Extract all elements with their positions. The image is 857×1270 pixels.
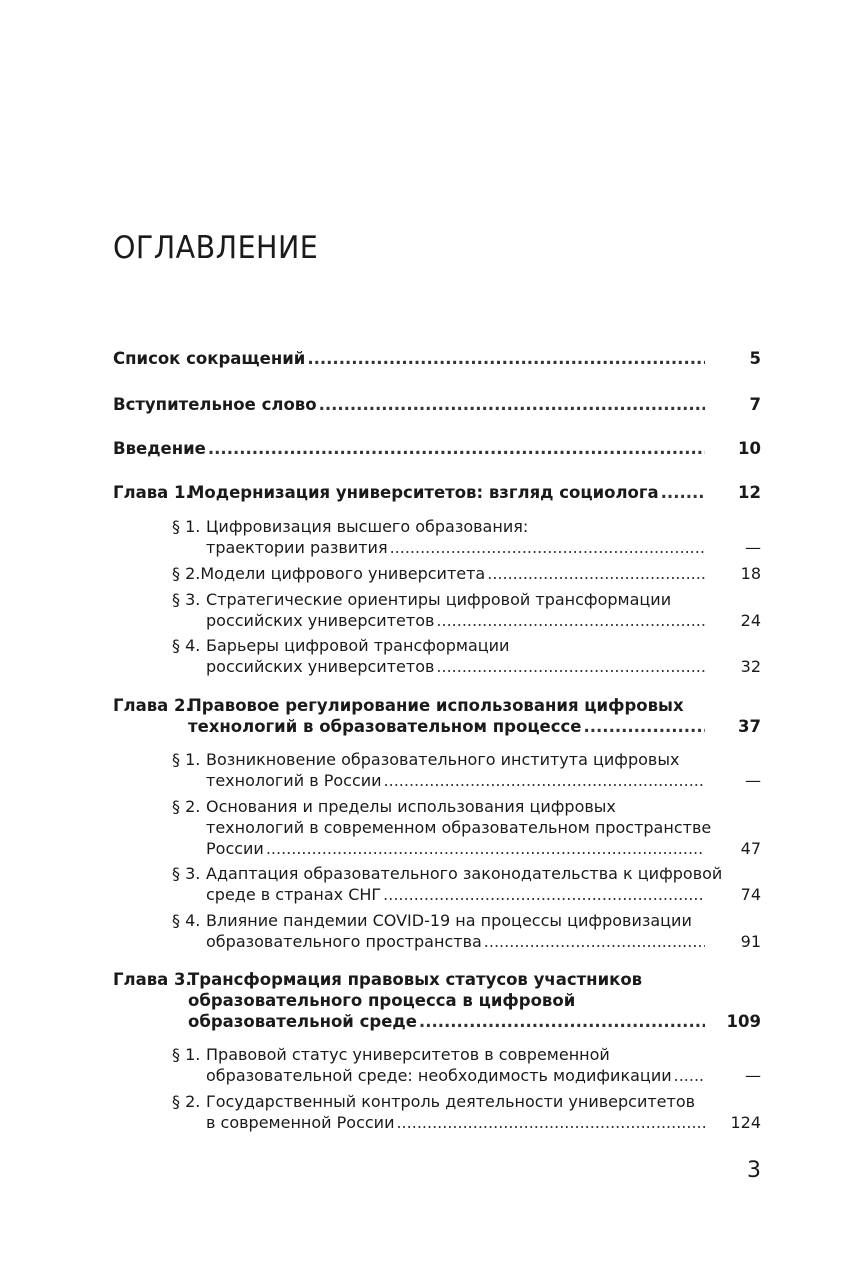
entry-title: Модели цифрового университета: [200, 564, 486, 583]
entry-page: 18: [740, 564, 761, 583]
toc-entry-ch2-s3[interactable]: [172, 863, 761, 905]
dot-leader: [390, 537, 705, 558]
dot-leader: [487, 563, 705, 584]
dot-leader: [384, 770, 705, 791]
entry-page: 109: [726, 1012, 761, 1031]
dot-leader: [661, 482, 705, 503]
entry-title-line3: России: [206, 839, 264, 858]
toc-entry-chapter-3[interactable]: [113, 969, 761, 1032]
entry-title-line2: российских университетов: [206, 657, 435, 676]
toc-entry-abbreviations[interactable]: [113, 348, 761, 369]
entry-page: —: [745, 1066, 761, 1085]
section-number: § 3.: [172, 590, 201, 609]
entry-title-line1: Правовой статус университетов в современной: [206, 1045, 610, 1064]
entry-title-line2: в современной России: [206, 1113, 395, 1132]
entry-page: 91: [740, 932, 761, 951]
page-number: 3: [747, 1158, 761, 1183]
section-number: § 2.: [172, 797, 201, 816]
entry-page: 5: [749, 349, 761, 368]
section-number: § 1.: [172, 517, 201, 536]
entry-title-line1: Правовое регулирование использования цифровых: [188, 696, 684, 715]
toc-entry-ch1-s1[interactable]: [172, 516, 761, 558]
entry-title-line2: траектории развития: [206, 538, 388, 557]
entry-title: Модернизация университетов: взгляд социолога: [188, 483, 659, 502]
entry-title-line1: Трансформация правовых статусов участников: [188, 970, 643, 989]
chapter-number: Глава 1.: [113, 483, 192, 502]
section-number: § 4.: [172, 636, 201, 655]
section-number: § 4.: [172, 911, 201, 930]
entry-title-line1: Адаптация образовательного законодательства к цифровой: [206, 864, 723, 883]
dot-leader: [484, 931, 705, 952]
toc-entry-ch1-s3[interactable]: [172, 589, 761, 631]
entry-title-line2: технологий в образовательном процессе: [188, 717, 582, 736]
dot-leader: [319, 394, 705, 415]
chapter-number: Глава 3.: [113, 970, 192, 989]
toc-entry-chapter-2[interactable]: [113, 695, 761, 737]
toc-entry-chapter-1[interactable]: [113, 482, 761, 503]
entry-page: 37: [738, 717, 761, 736]
section-number: § 2.: [172, 1092, 201, 1111]
section-number: § 2.: [172, 564, 201, 583]
entry-title: Вступительное слово: [113, 395, 317, 414]
entry-title: Введение: [113, 439, 206, 458]
entry-title: Список сокращений: [113, 349, 306, 368]
toc-entry-ch3-s1[interactable]: [172, 1044, 761, 1086]
dot-leader: [383, 884, 705, 905]
entry-page: —: [745, 771, 761, 790]
entry-title-line1: Основания и пределы использования цифровых: [206, 797, 616, 816]
entry-title-line1: Возникновение образовательного института цифровых: [206, 750, 680, 769]
entry-title-line2: среде в странах СНГ: [206, 885, 382, 904]
entry-page: 7: [749, 395, 761, 414]
entry-title-line1: Влияние пандемии COVID-19 на процессы цифровизации: [206, 911, 692, 930]
dot-leader: [436, 656, 705, 677]
dot-leader: [436, 610, 705, 631]
entry-page: 32: [740, 657, 761, 676]
entry-title-line1: Стратегические ориентиры цифровой трансформации: [206, 590, 672, 609]
entry-title-line3: образовательной среде: [188, 1012, 417, 1031]
dot-leader: [674, 1065, 705, 1086]
toc-entry-foreword[interactable]: [113, 394, 761, 415]
entry-title-line2: технологий в России: [206, 771, 382, 790]
dot-leader: [396, 1112, 705, 1133]
toc-entry-ch2-s4[interactable]: [172, 910, 761, 952]
entry-title-line1: Цифровизация высшего образования:: [206, 517, 529, 536]
section-number: § 1.: [172, 750, 201, 769]
toc-entry-ch3-s2[interactable]: [172, 1091, 761, 1133]
entry-page: 124: [730, 1113, 761, 1132]
toc-entry-ch2-s2[interactable]: [172, 796, 761, 859]
entry-page: —: [745, 538, 761, 557]
entry-page: 47: [740, 839, 761, 858]
entry-page: 12: [738, 483, 761, 502]
entry-title-line2: российских университетов: [206, 611, 435, 630]
dot-leader: [419, 1011, 705, 1032]
entry-page: 10: [738, 439, 761, 458]
section-number: § 3.: [172, 864, 201, 883]
entry-title-line2: образовательного пространства: [206, 932, 482, 951]
entry-page: 24: [740, 611, 761, 630]
entry-title-line2: образовательного процесса в цифровой: [188, 991, 576, 1010]
entry-title-line2: технологий в современном образовательном пространстве: [206, 818, 712, 837]
entry-title-line2: образовательной среде: необходимость модификации: [206, 1066, 672, 1085]
toc-entry-ch1-s4[interactable]: [172, 635, 761, 677]
page-title: ОГЛАВЛЕНИЕ: [113, 230, 319, 266]
toc-entry-introduction[interactable]: [113, 438, 761, 459]
dot-leader: [584, 716, 706, 737]
section-number: § 1.: [172, 1045, 201, 1064]
dot-leader: [208, 438, 705, 459]
toc-entry-ch1-s2[interactable]: [172, 563, 761, 584]
chapter-number: Глава 2.: [113, 696, 192, 715]
dot-leader: [307, 348, 705, 369]
dot-leader: [266, 838, 705, 859]
entry-page: 74: [740, 885, 761, 904]
entry-title-line1: Государственный контроль деятельности университетов: [206, 1092, 696, 1111]
entry-title-line1: Барьеры цифровой трансформации: [206, 636, 510, 655]
toc-entry-ch2-s1[interactable]: [172, 749, 761, 791]
